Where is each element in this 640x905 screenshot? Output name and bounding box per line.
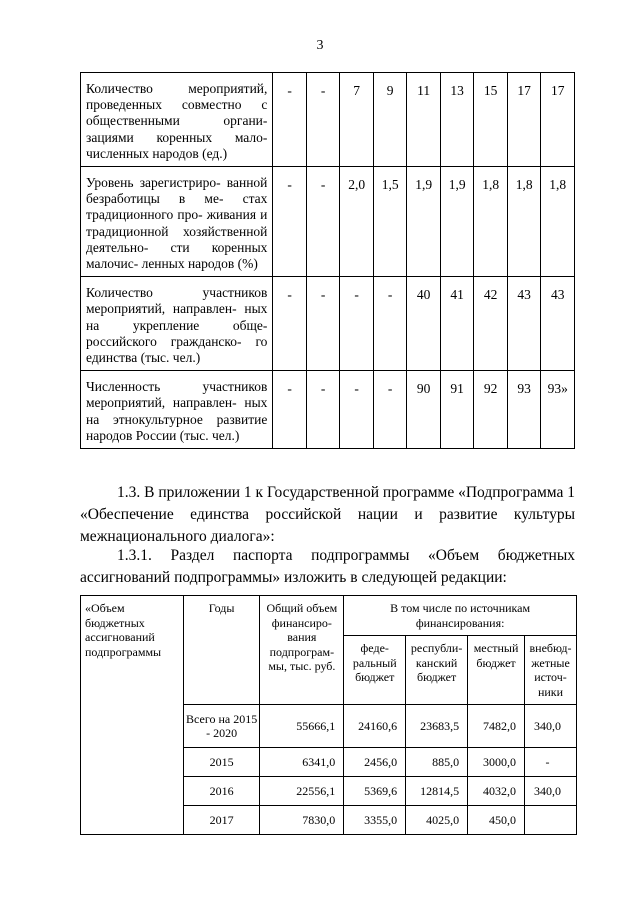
indicator-value: - — [273, 167, 307, 277]
budget-year: 2017 — [183, 806, 260, 835]
indicator-value: 90 — [407, 371, 441, 449]
paragraph-1-3: 1.3. В приложении 1 к Государственной программе «Подпрограмма 1 «Обеспечение единства российской нации и развитие культуры межнационального диалога»: — [80, 484, 576, 545]
indicator-label-line: общественными органи- — [86, 113, 268, 129]
budget-local: 450,0 — [468, 806, 525, 835]
indicator-label-line: ных на этнокультурное — [86, 395, 268, 427]
indicator-value: 13 — [440, 73, 474, 167]
budget-total: 7830,0 — [260, 806, 344, 835]
indicator-label-line: зациями коренных мало- — [86, 129, 268, 145]
budget-total: 6341,0 — [260, 748, 344, 777]
indicator-value: - — [306, 73, 340, 167]
indicator-label-line: Количество мероприятий, — [86, 81, 268, 96]
indicator-label-line: ленных народов (%) — [141, 256, 258, 272]
budget-section-label: «Объем бюджетных ассигнований подпрограммы — [81, 596, 184, 835]
indicator-label-line: сти коренных малочис- — [86, 239, 268, 272]
header-years: Годы — [183, 596, 260, 705]
indicator-value: 43 — [507, 277, 541, 371]
indicator-label-line: ванной безработицы в ме- — [86, 175, 268, 207]
indicator-value: 17 — [541, 73, 575, 167]
indicator-value: 1,8 — [507, 167, 541, 277]
indicator-value: 11 — [407, 73, 441, 167]
indicator-label-line: Уровень зарегистриро- — [86, 175, 221, 191]
indicator-label-line: хозяйственной деятельно- — [86, 223, 268, 255]
budget-federal: 24160,6 — [344, 705, 406, 748]
page-number: 3 — [316, 38, 324, 53]
indicator-label-line: мероприятий, направлен- — [86, 301, 237, 317]
indicator-label-line: развитие народов России — [86, 411, 268, 443]
budget-republic: 23683,5 — [406, 705, 468, 748]
indicator-value: 43 — [541, 277, 575, 371]
indicators-table — [80, 72, 575, 449]
indicator-value: 93» — [541, 371, 575, 449]
indicator-label-line: ных на укрепление обще- — [86, 301, 268, 333]
indicator-value: 40 — [407, 277, 441, 371]
header-federal: феде-ральный бюджет — [344, 636, 406, 705]
header-total: Общий объем финансиро-вания подпрограм-мы, тыс. руб. — [260, 596, 344, 705]
indicator-value: - — [373, 277, 407, 371]
indicator-row — [81, 277, 575, 371]
indicator-value: 1,9 — [407, 167, 441, 277]
budget-header-row — [81, 596, 577, 636]
indicator-value: - — [273, 371, 307, 449]
header-sources: В том числе по источникам финансирования: — [344, 596, 577, 636]
indicator-label-line: живания и традиционной — [86, 207, 268, 239]
header-republic: республи-канский бюджет — [406, 636, 468, 705]
budget-republic: 885,0 — [406, 748, 468, 777]
indicator-label-line: проведенных совместно с — [86, 97, 268, 113]
budget-extra — [525, 806, 577, 835]
budget-republic: 4025,0 — [406, 806, 468, 835]
indicator-value: 1,5 — [373, 167, 407, 277]
budget-extra: 340,0 — [525, 705, 577, 748]
indicator-label — [81, 277, 273, 371]
indicator-value: 7 — [340, 73, 374, 167]
budget-local: 4032,0 — [468, 777, 525, 806]
indicator-value: - — [306, 277, 340, 371]
indicator-value: 17 — [507, 73, 541, 167]
budget-year: 2016 — [183, 777, 260, 806]
indicator-label-line: численных народов (ед.) — [86, 145, 228, 161]
budget-extra: 340,0 — [525, 777, 577, 806]
indicator-value: - — [340, 371, 374, 449]
paragraph-1-3-1: 1.3.1. Раздел паспорта подпрограммы «Объем бюджетных ассигнований подпрограммы» изложить в следующей редакции: — [80, 547, 575, 586]
header-local: местный бюджет — [468, 636, 525, 705]
header-extra: внебюд-жетные источ-ники — [525, 636, 577, 705]
indicator-label — [81, 73, 273, 167]
budget-republic: 12814,5 — [406, 777, 468, 806]
indicator-value: 91 — [440, 371, 474, 449]
budget-year: Всего на 2015 - 2020 — [183, 705, 260, 748]
indicator-label-line: российского гражданско- — [86, 333, 242, 349]
indicator-label — [81, 167, 273, 277]
indicator-value: 2,0 — [340, 167, 374, 277]
budget-extra: - — [525, 748, 577, 777]
budget-federal: 5369,6 — [344, 777, 406, 806]
indicator-label-line: стах традиционного про- — [86, 191, 268, 223]
indicator-value: 9 — [373, 73, 407, 167]
indicator-label-line: го единства (тыс. чел.) — [86, 333, 268, 366]
indicator-value: 1,9 — [440, 167, 474, 277]
indicator-row — [81, 73, 575, 167]
indicator-label — [81, 371, 273, 449]
indicator-row — [81, 371, 575, 449]
indicator-label-line: Количество участников — [86, 285, 268, 301]
indicator-label-line: Численность участников — [86, 379, 268, 395]
budget-table — [80, 595, 577, 835]
indicator-value: - — [273, 277, 307, 371]
budget-federal: 3355,0 — [344, 806, 406, 835]
indicator-value: - — [273, 73, 307, 167]
budget-local: 3000,0 — [468, 748, 525, 777]
indicator-value: 42 — [474, 277, 508, 371]
budget-total: 55666,1 — [260, 705, 344, 748]
indicator-value: 1,8 — [474, 167, 508, 277]
indicator-value: - — [306, 167, 340, 277]
indicator-label-line: (тыс. чел.) — [179, 427, 240, 443]
indicator-value: 15 — [474, 73, 508, 167]
budget-local: 7482,0 — [468, 705, 525, 748]
indicator-value: - — [340, 277, 374, 371]
indicator-value: - — [373, 371, 407, 449]
indicator-value: 92 — [474, 371, 508, 449]
indicator-value: 41 — [440, 277, 474, 371]
budget-year: 2015 — [183, 748, 260, 777]
indicator-value: 93 — [507, 371, 541, 449]
indicator-value: 1,8 — [541, 167, 575, 277]
indicator-label-line: мероприятий, направлен- — [86, 395, 237, 411]
budget-federal: 2456,0 — [344, 748, 406, 777]
indicator-value: - — [306, 371, 340, 449]
budget-total: 22556,1 — [260, 777, 344, 806]
indicator-row — [81, 167, 575, 277]
